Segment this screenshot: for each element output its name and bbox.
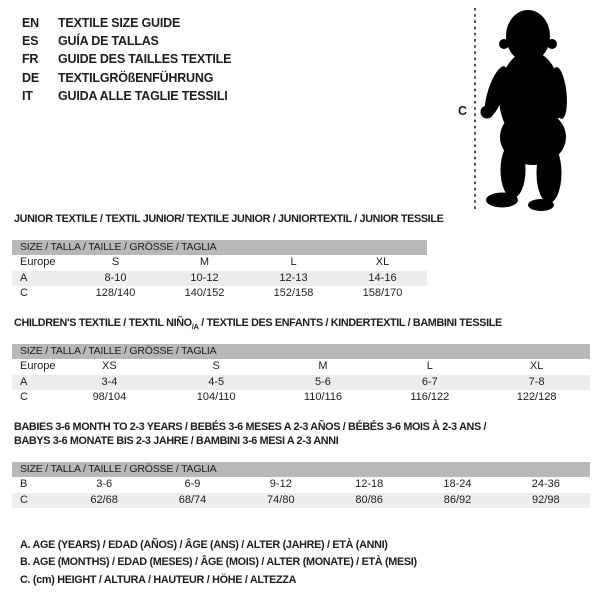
- language-list: [22, 14, 231, 105]
- babies-title-line2: BABYS 3-6 MONATE BIS 2-3 JAHRE / BAMBINI 3-6 MESI A 2-3 ANNI: [14, 434, 339, 447]
- table-row: [12, 477, 590, 493]
- language-row-de: [22, 69, 231, 87]
- table-row: [12, 255, 427, 271]
- row-label: C: [20, 391, 28, 403]
- cell: 158/170: [362, 287, 403, 299]
- cell: 80/86: [325, 493, 413, 509]
- cell: 24-36: [531, 478, 560, 490]
- language-code: IT: [22, 88, 33, 103]
- children-title-subscript: /A: [191, 322, 199, 332]
- language-row-it: [22, 87, 231, 105]
- children-size-table: [12, 344, 590, 406]
- cell: S: [212, 360, 220, 372]
- language-label: TEXTILE SIZE GUIDE: [58, 16, 181, 30]
- cell: XL: [375, 256, 390, 268]
- cell: S: [111, 256, 120, 268]
- row-label: Europe: [20, 256, 56, 268]
- height-measure-label: C: [458, 104, 468, 118]
- cell: 10-12: [160, 271, 249, 287]
- cell: 86/92: [413, 493, 501, 509]
- cell: XS: [102, 360, 117, 372]
- cell: 128/140: [95, 287, 136, 299]
- table-row: [12, 493, 590, 509]
- table-header-row: [12, 240, 427, 255]
- language-label: GUÍA DE TALLAS: [58, 34, 159, 49]
- cell: 116/122: [410, 391, 450, 403]
- language-code: DE: [22, 70, 39, 85]
- cell: 8-10: [71, 271, 160, 287]
- junior-size-table: [12, 240, 427, 302]
- legend-line-c: C. (cm) HEIGHT / ALTURA / HAUTEUR / HÖHE / ALTEZZA: [20, 573, 297, 586]
- cell: 68/74: [148, 493, 236, 509]
- cell: L: [290, 256, 297, 268]
- table-row: [12, 375, 590, 391]
- cell: 14-16: [338, 271, 427, 287]
- cell: 12-18: [355, 478, 384, 490]
- cell: 122/128: [516, 391, 557, 403]
- language-label: GUIDE DES TAILLES TEXTILE: [58, 52, 232, 67]
- children-table-title: [14, 317, 502, 334]
- cell: 4-5: [163, 375, 270, 391]
- babies-table-title: [14, 421, 584, 448]
- babies-size-table: [12, 462, 590, 508]
- cell: M: [318, 360, 328, 372]
- cell: 110/116: [303, 391, 343, 403]
- row-label: A: [12, 271, 71, 287]
- size-header: SIZE / TALLA / TAILLE / GRÖSSE / TAGLIA: [12, 462, 590, 477]
- table-row: [12, 390, 590, 406]
- cell: 5-6: [270, 375, 377, 391]
- table-row: [12, 286, 427, 302]
- cell: 6-7: [376, 375, 483, 391]
- cell: 152/158: [273, 287, 314, 299]
- row-label: C: [12, 493, 60, 509]
- language-row-en: [22, 14, 231, 32]
- cell: 62/68: [60, 493, 148, 509]
- cell: 18-24: [443, 478, 472, 490]
- children-title-post: / TEXTILE DES ENFANTS / KINDERTEXTIL / BAMBINI TESSILE: [198, 317, 502, 329]
- language-code: EN: [22, 16, 39, 30]
- junior-table-title: JUNIOR TEXTILE / TEXTIL JUNIOR/ TEXTILE JUNIOR / JUNIORTEXTIL / JUNIOR TESSILE: [14, 213, 444, 225]
- cell: 3-4: [56, 375, 163, 391]
- row-label: Europe: [20, 360, 56, 372]
- language-label: TEXTILGRÖßENFÜHRUNG: [58, 70, 214, 85]
- table-header-row: [12, 344, 590, 359]
- cell: 140/152: [184, 287, 225, 299]
- cell: XL: [529, 360, 544, 372]
- cell: 74/80: [237, 493, 325, 509]
- cell: 12-13: [249, 271, 338, 287]
- table-row: [12, 359, 590, 375]
- legend: [20, 537, 417, 589]
- cell: 3-6: [96, 478, 113, 490]
- language-row-es: [22, 32, 231, 50]
- cell: 92/98: [502, 493, 590, 509]
- baby-silhouette: [480, 10, 569, 211]
- language-code: ES: [22, 34, 39, 49]
- language-row-fr: [22, 50, 231, 68]
- language-code: FR: [22, 52, 39, 67]
- cell: M: [199, 256, 210, 268]
- row-label: C: [20, 287, 28, 299]
- table-header-row: [12, 462, 590, 477]
- children-title-pre: CHILDREN'S TEXTILE / TEXTIL NIÑO: [14, 317, 192, 329]
- cell: 7-8: [483, 375, 590, 391]
- cell: L: [426, 360, 433, 372]
- language-label: GUIDA ALLE TAGLIE TESSILI: [58, 88, 228, 103]
- baby-figure: [440, 0, 600, 215]
- row-label: B: [20, 478, 28, 490]
- babies-title-line1: BABIES 3-6 MONTH TO 2-3 YEARS / BEBÉS 3-6 MESES A 2-3 AÑOS / BÉBÉS 3-6 MOIS À 2-3 ANS /: [14, 421, 487, 433]
- cell: 6-9: [184, 478, 201, 490]
- row-label: A: [12, 375, 56, 391]
- legend-line-b: B. AGE (MONTHS) / EDAD (MESES) / ÂGE (MOIS) / ALTER (MONATE) / ETÀ (MESI): [20, 556, 417, 569]
- cell: 9-12: [269, 478, 292, 490]
- size-header: SIZE / TALLA / TAILLE / GRÖSSE / TAGLIA: [12, 344, 590, 359]
- size-header: SIZE / TALLA / TAILLE / GRÖSSE / TAGLIA: [12, 240, 427, 255]
- table-row: [12, 271, 427, 287]
- legend-line-a: A. AGE (YEARS) / EDAD (AÑOS) / ÂGE (ANS) / ALTER (JAHRE) / ETÀ (ANNI): [20, 539, 388, 551]
- cell: 104/110: [196, 391, 236, 403]
- cell: 98/104: [92, 391, 127, 403]
